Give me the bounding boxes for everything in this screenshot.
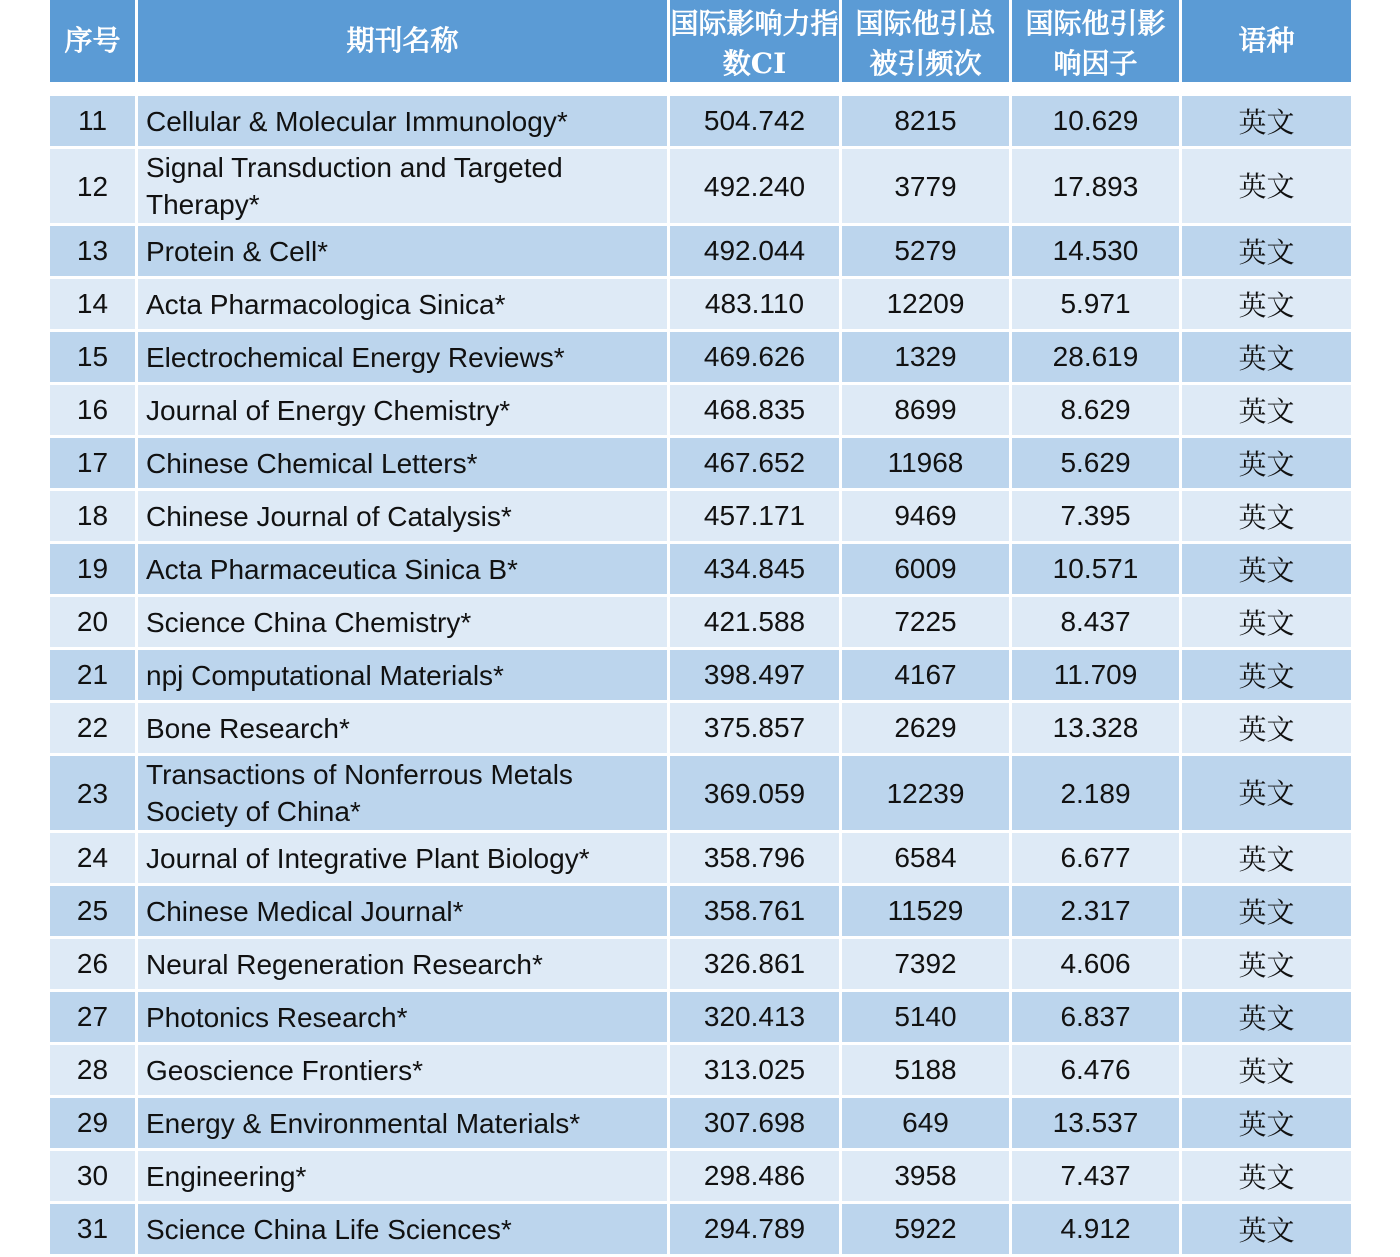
cell-index: 16 xyxy=(50,385,138,438)
cell-index: 14 xyxy=(50,279,138,332)
cell-impact-factor: 4.606 xyxy=(1012,939,1182,992)
cell-language: 英文 xyxy=(1182,1098,1351,1151)
cell-ci: 320.413 xyxy=(670,992,842,1045)
cell-ci: 369.059 xyxy=(670,756,842,833)
cell-ci: 492.240 xyxy=(670,149,842,226)
cell-impact-factor: 6.677 xyxy=(1012,833,1182,886)
cell-citations: 9469 xyxy=(842,491,1012,544)
table-row xyxy=(50,1098,1351,1151)
cell-ci: 504.742 xyxy=(670,96,842,149)
cell-citations: 649 xyxy=(842,1098,1012,1151)
cell-impact-factor: 6.837 xyxy=(1012,992,1182,1045)
cell-citations: 1329 xyxy=(842,332,1012,385)
cell-index: 18 xyxy=(50,491,138,544)
cell-index: 27 xyxy=(50,992,138,1045)
cell-ci: 358.761 xyxy=(670,886,842,939)
cell-impact-factor: 28.619 xyxy=(1012,332,1182,385)
cell-index: 22 xyxy=(50,703,138,756)
table-row xyxy=(50,650,1351,703)
cell-citations: 7392 xyxy=(842,939,1012,992)
cell-ci: 326.861 xyxy=(670,939,842,992)
cell-journal-name: Engineering* xyxy=(138,1151,670,1204)
cell-journal-name: Science China Life Sciences* xyxy=(138,1204,670,1257)
cell-citations: 11529 xyxy=(842,886,1012,939)
cell-impact-factor: 7.437 xyxy=(1012,1151,1182,1204)
cell-citations: 5922 xyxy=(842,1204,1012,1257)
cell-ci: 434.845 xyxy=(670,544,842,597)
cell-index: 19 xyxy=(50,544,138,597)
cell-journal-name: Signal Transduction and Targeted Therapy* xyxy=(138,149,670,226)
cell-language: 英文 xyxy=(1182,1151,1351,1204)
cell-impact-factor: 5.971 xyxy=(1012,279,1182,332)
cell-citations: 8699 xyxy=(842,385,1012,438)
table-row xyxy=(50,1045,1351,1098)
cell-language: 英文 xyxy=(1182,491,1351,544)
cell-index: 28 xyxy=(50,1045,138,1098)
cell-index: 13 xyxy=(50,226,138,279)
table-row xyxy=(50,992,1351,1045)
cell-journal-name: Chinese Medical Journal* xyxy=(138,886,670,939)
cell-impact-factor: 2.189 xyxy=(1012,756,1182,833)
cell-ci: 307.698 xyxy=(670,1098,842,1151)
table-row xyxy=(50,886,1351,939)
table-row xyxy=(50,226,1351,279)
cell-impact-factor: 7.395 xyxy=(1012,491,1182,544)
cell-journal-name: Bone Research* xyxy=(138,703,670,756)
cell-impact-factor: 14.530 xyxy=(1012,226,1182,279)
cell-citations: 11968 xyxy=(842,438,1012,491)
cell-index: 17 xyxy=(50,438,138,491)
journal-ranking-table-container xyxy=(50,0,1351,1257)
cell-citations: 12239 xyxy=(842,756,1012,833)
cell-citations: 5188 xyxy=(842,1045,1012,1098)
header-index: 序号 xyxy=(50,0,138,82)
cell-index: 24 xyxy=(50,833,138,886)
cell-journal-name: Chinese Journal of Catalysis* xyxy=(138,491,670,544)
cell-language: 英文 xyxy=(1182,939,1351,992)
cell-index: 11 xyxy=(50,96,138,149)
table-row xyxy=(50,544,1351,597)
cell-index: 29 xyxy=(50,1098,138,1151)
table-row xyxy=(50,756,1351,833)
cell-journal-name: Photonics Research* xyxy=(138,992,670,1045)
header-ci: 国际影响力指数CI xyxy=(670,0,842,82)
cell-index: 25 xyxy=(50,886,138,939)
cell-journal-name: Chinese Chemical Letters* xyxy=(138,438,670,491)
cell-impact-factor: 8.437 xyxy=(1012,597,1182,650)
cell-journal-name: Cellular & Molecular Immunology* xyxy=(138,96,670,149)
cell-impact-factor: 8.629 xyxy=(1012,385,1182,438)
journal-ranking-table xyxy=(50,0,1351,1257)
cell-ci: 469.626 xyxy=(670,332,842,385)
cell-citations: 5279 xyxy=(842,226,1012,279)
cell-citations: 7225 xyxy=(842,597,1012,650)
cell-language: 英文 xyxy=(1182,756,1351,833)
cell-journal-name: Journal of Energy Chemistry* xyxy=(138,385,670,438)
table-row xyxy=(50,279,1351,332)
cell-citations: 5140 xyxy=(842,992,1012,1045)
cell-ci: 313.025 xyxy=(670,1045,842,1098)
cell-index: 23 xyxy=(50,756,138,833)
cell-index: 31 xyxy=(50,1204,138,1257)
table-row xyxy=(50,385,1351,438)
table-row xyxy=(50,939,1351,992)
cell-language: 英文 xyxy=(1182,438,1351,491)
cell-journal-name: Neural Regeneration Research* xyxy=(138,939,670,992)
cell-index: 12 xyxy=(50,149,138,226)
cell-journal-name: Science China Chemistry* xyxy=(138,597,670,650)
table-row xyxy=(50,438,1351,491)
header-row xyxy=(50,0,1351,82)
header-gap xyxy=(50,82,1351,96)
cell-journal-name: Protein & Cell* xyxy=(138,226,670,279)
header-journal-name: 期刊名称 xyxy=(138,0,670,82)
cell-impact-factor: 10.571 xyxy=(1012,544,1182,597)
table-row xyxy=(50,332,1351,385)
cell-ci: 398.497 xyxy=(670,650,842,703)
cell-language: 英文 xyxy=(1182,992,1351,1045)
cell-language: 英文 xyxy=(1182,703,1351,756)
cell-impact-factor: 13.328 xyxy=(1012,703,1182,756)
table-row xyxy=(50,1151,1351,1204)
cell-citations: 3958 xyxy=(842,1151,1012,1204)
cell-language: 英文 xyxy=(1182,385,1351,438)
table-row xyxy=(50,597,1351,650)
cell-language: 英文 xyxy=(1182,149,1351,226)
cell-language: 英文 xyxy=(1182,279,1351,332)
table-header xyxy=(50,0,1351,82)
cell-language: 英文 xyxy=(1182,96,1351,149)
cell-impact-factor: 4.912 xyxy=(1012,1204,1182,1257)
cell-ci: 358.796 xyxy=(670,833,842,886)
cell-journal-name: Geoscience Frontiers* xyxy=(138,1045,670,1098)
cell-citations: 12209 xyxy=(842,279,1012,332)
cell-journal-name: Electrochemical Energy Reviews* xyxy=(138,332,670,385)
header-impact-factor: 国际他引影响因子 xyxy=(1012,0,1182,82)
cell-impact-factor: 13.537 xyxy=(1012,1098,1182,1151)
cell-impact-factor: 5.629 xyxy=(1012,438,1182,491)
cell-impact-factor: 11.709 xyxy=(1012,650,1182,703)
cell-language: 英文 xyxy=(1182,597,1351,650)
cell-ci: 375.857 xyxy=(670,703,842,756)
cell-journal-name: Journal of Integrative Plant Biology* xyxy=(138,833,670,886)
cell-ci: 457.171 xyxy=(670,491,842,544)
cell-citations: 6584 xyxy=(842,833,1012,886)
cell-language: 英文 xyxy=(1182,650,1351,703)
cell-language: 英文 xyxy=(1182,833,1351,886)
cell-journal-name: Acta Pharmacologica Sinica* xyxy=(138,279,670,332)
cell-citations: 4167 xyxy=(842,650,1012,703)
table-row xyxy=(50,703,1351,756)
cell-language: 英文 xyxy=(1182,1204,1351,1257)
cell-ci: 492.044 xyxy=(670,226,842,279)
header-citations: 国际他引总被引频次 xyxy=(842,0,1012,82)
table-row xyxy=(50,149,1351,226)
cell-impact-factor: 6.476 xyxy=(1012,1045,1182,1098)
cell-citations: 8215 xyxy=(842,96,1012,149)
cell-language: 英文 xyxy=(1182,1045,1351,1098)
cell-journal-name: Acta Pharmaceutica Sinica B* xyxy=(138,544,670,597)
cell-journal-name: Transactions of Nonferrous Metals Society of China* xyxy=(138,756,670,833)
cell-ci: 421.588 xyxy=(670,597,842,650)
cell-ci: 294.789 xyxy=(670,1204,842,1257)
cell-index: 26 xyxy=(50,939,138,992)
cell-impact-factor: 17.893 xyxy=(1012,149,1182,226)
cell-ci: 468.835 xyxy=(670,385,842,438)
cell-language: 英文 xyxy=(1182,332,1351,385)
table-row xyxy=(50,96,1351,149)
cell-language: 英文 xyxy=(1182,226,1351,279)
table-row xyxy=(50,491,1351,544)
cell-impact-factor: 2.317 xyxy=(1012,886,1182,939)
cell-journal-name: Energy & Environmental Materials* xyxy=(138,1098,670,1151)
table-body xyxy=(50,82,1351,1257)
cell-ci: 467.652 xyxy=(670,438,842,491)
cell-ci: 298.486 xyxy=(670,1151,842,1204)
cell-language: 英文 xyxy=(1182,886,1351,939)
cell-citations: 2629 xyxy=(842,703,1012,756)
cell-index: 20 xyxy=(50,597,138,650)
cell-impact-factor: 10.629 xyxy=(1012,96,1182,149)
cell-journal-name: npj Computational Materials* xyxy=(138,650,670,703)
cell-citations: 3779 xyxy=(842,149,1012,226)
cell-citations: 6009 xyxy=(842,544,1012,597)
table-row xyxy=(50,833,1351,886)
header-language: 语种 xyxy=(1182,0,1351,82)
cell-index: 30 xyxy=(50,1151,138,1204)
cell-index: 15 xyxy=(50,332,138,385)
cell-index: 21 xyxy=(50,650,138,703)
cell-ci: 483.110 xyxy=(670,279,842,332)
cell-language: 英文 xyxy=(1182,544,1351,597)
